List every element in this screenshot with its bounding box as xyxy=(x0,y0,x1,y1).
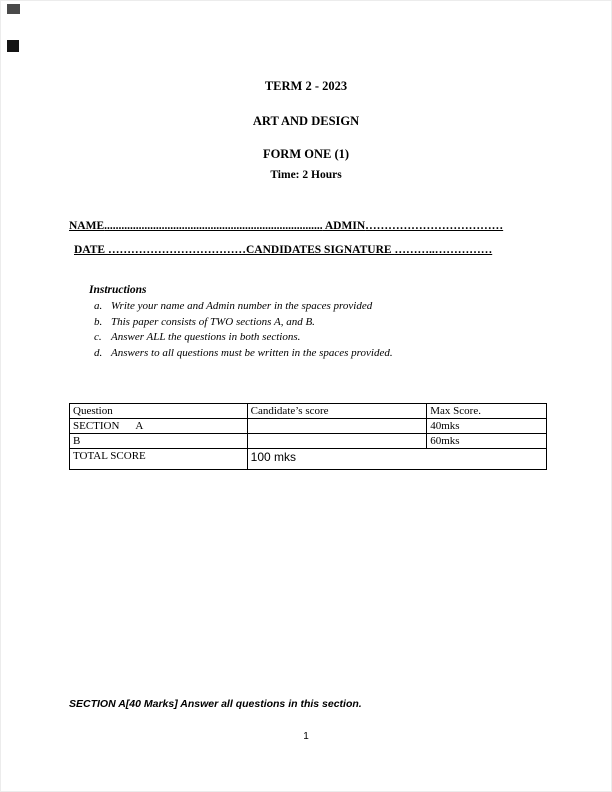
scan-corner-mark-bottom xyxy=(7,40,19,52)
cell-section-a-max: 40mks xyxy=(427,419,547,434)
instruction-text: Write your name and Admin number in the spaces provided xyxy=(111,300,373,312)
instruction-marker: a. xyxy=(94,300,103,312)
admin-dotted-leader: ……………………………… xyxy=(365,220,504,232)
paper-header xyxy=(1,79,611,182)
candidate-fields xyxy=(69,219,545,258)
score-table xyxy=(69,403,547,470)
instruction-marker: d. xyxy=(94,346,103,359)
name-dotted-leader: ............................................................................ xyxy=(104,220,323,232)
score-table-header-row xyxy=(70,404,547,419)
scan-corner-mark-top xyxy=(7,4,20,14)
instruction-marker: b. xyxy=(94,315,103,328)
cell-section-a: SECTION A xyxy=(70,419,248,434)
admin-label: ADMIN xyxy=(322,220,366,232)
instruction-marker: c. xyxy=(94,331,102,343)
time-allowed: Time: 2 Hours xyxy=(270,169,342,181)
header-candidates-score: Candidate’s score xyxy=(247,404,427,419)
instruction-text: Answers to all questions must be written in the spaces provided. xyxy=(111,346,393,359)
table-row-section-a xyxy=(70,419,547,434)
instruction-item xyxy=(89,346,541,362)
date-signature-line xyxy=(69,243,545,258)
subject-title: ART AND DESIGN xyxy=(252,114,360,128)
instruction-item xyxy=(89,315,541,331)
cell-total-value: 100 mks xyxy=(247,449,546,470)
header-max-score: Max Score. xyxy=(427,404,547,419)
header-question: Question xyxy=(70,404,248,419)
signature-dotted-leader: ………..…………… xyxy=(394,244,493,256)
name-admin-line xyxy=(69,219,545,234)
cell-section-b-score xyxy=(247,434,427,449)
signature-label: CANDIDATES SIGNATURE xyxy=(245,244,395,256)
instruction-item xyxy=(89,330,541,346)
page-number: 1 xyxy=(303,731,309,742)
cell-section-b: B xyxy=(70,434,248,449)
term-title: TERM 2 - 2023 xyxy=(264,79,348,93)
instructions-block xyxy=(89,284,541,361)
cell-section-b-max: 60mks xyxy=(427,434,547,449)
instruction-text: Answer ALL the questions in both sections. xyxy=(111,331,301,343)
name-label: NAME xyxy=(69,220,105,232)
instruction-item xyxy=(89,299,541,315)
section-a-heading: SECTION A[40 Marks] Answer all questions in this section. xyxy=(69,698,362,710)
date-dotted-leader: ……………………………… xyxy=(107,244,246,256)
instruction-text: This paper consists of TWO sections A, and B. xyxy=(111,315,315,328)
form-title: FORM ONE (1) xyxy=(262,147,350,161)
table-row-section-b xyxy=(70,434,547,449)
cell-section-a-score xyxy=(247,419,427,434)
date-label: DATE xyxy=(74,244,108,256)
cell-total-label: TOTAL SCORE xyxy=(70,449,248,470)
table-row-total xyxy=(70,449,547,470)
instructions-title: Instructions xyxy=(89,284,147,296)
